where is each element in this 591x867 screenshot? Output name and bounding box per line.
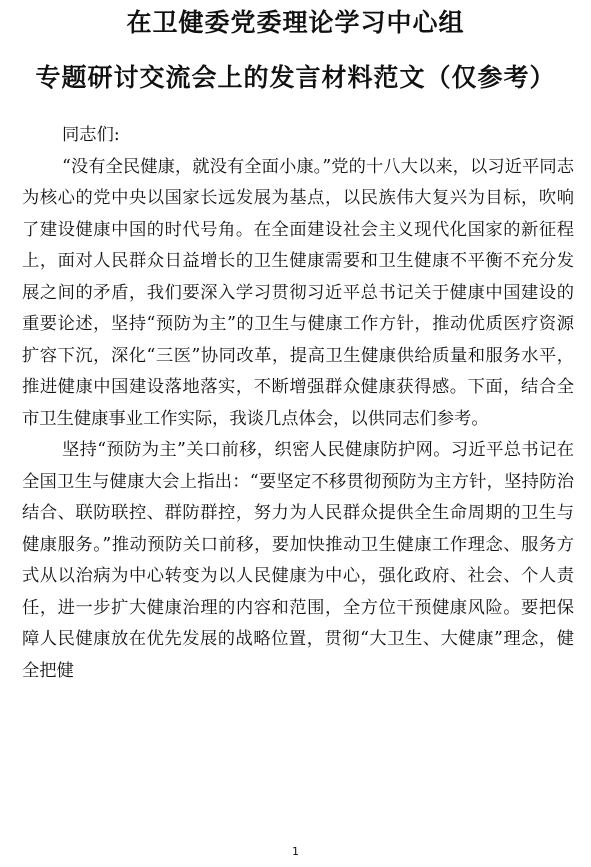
paragraph-introduction: “没有全民健康，就没有全面小康。”党的十八大以来，以习近平同志为核心的党中央以国家长远发展为基点，以民族伟大复兴为目标，吹响了建设健康中国的时代号角。在全面建设社会主义现代化国家的新征程上，面对人民群众日益增长的卫生健康需要和卫生健康不平衡不充分发展之间的矛盾，我们要深入学习贯彻习近平总书记关于健康中国建设的重要论述，坚持“预防为主”的卫生与健康工作方针，推动优质医疗资源扩容下沉，深化“三医”协同改革，提高卫生健康供给质量和服务水平，推进健康中国建设落地落实，不断增强群众健康获得感。下面，结合全市卫生健康事业工作实际，我谈几点体会，以供同志们参考。 xyxy=(22,156,574,429)
document-body xyxy=(22,120,574,687)
document-title-line-1: 在卫健委党委理论学习中心组 xyxy=(126,8,465,37)
page-number: 1 xyxy=(292,845,299,858)
document-title-line-2: 专题研讨交流会上的发言材料范文（仅参考） xyxy=(35,63,556,92)
salutation: 同志们: xyxy=(62,125,120,145)
paragraph-prevention: 坚持“预防为主”关口前移，织密人民健康防护网。习近平总书记在全国卫生与健康大会上指出：“要坚定不移贯彻预防为主方针，坚持防治结合、联防联控、群防群控，努力为人民群众提供全生命周期的卫生与健康服务。”推动预防关口前移，要加快推动卫生健康工作理念、服务方式从以治病为中心转变为以人民健康为中心，强化政府、社会、个人责任，进一步扩大健康治理的内容和范围，全方位干预健康风险。要把保障人民健康放在优先发展的战略位置，贯彻“大卫生、大健康”理念，健全把健 xyxy=(22,440,574,681)
